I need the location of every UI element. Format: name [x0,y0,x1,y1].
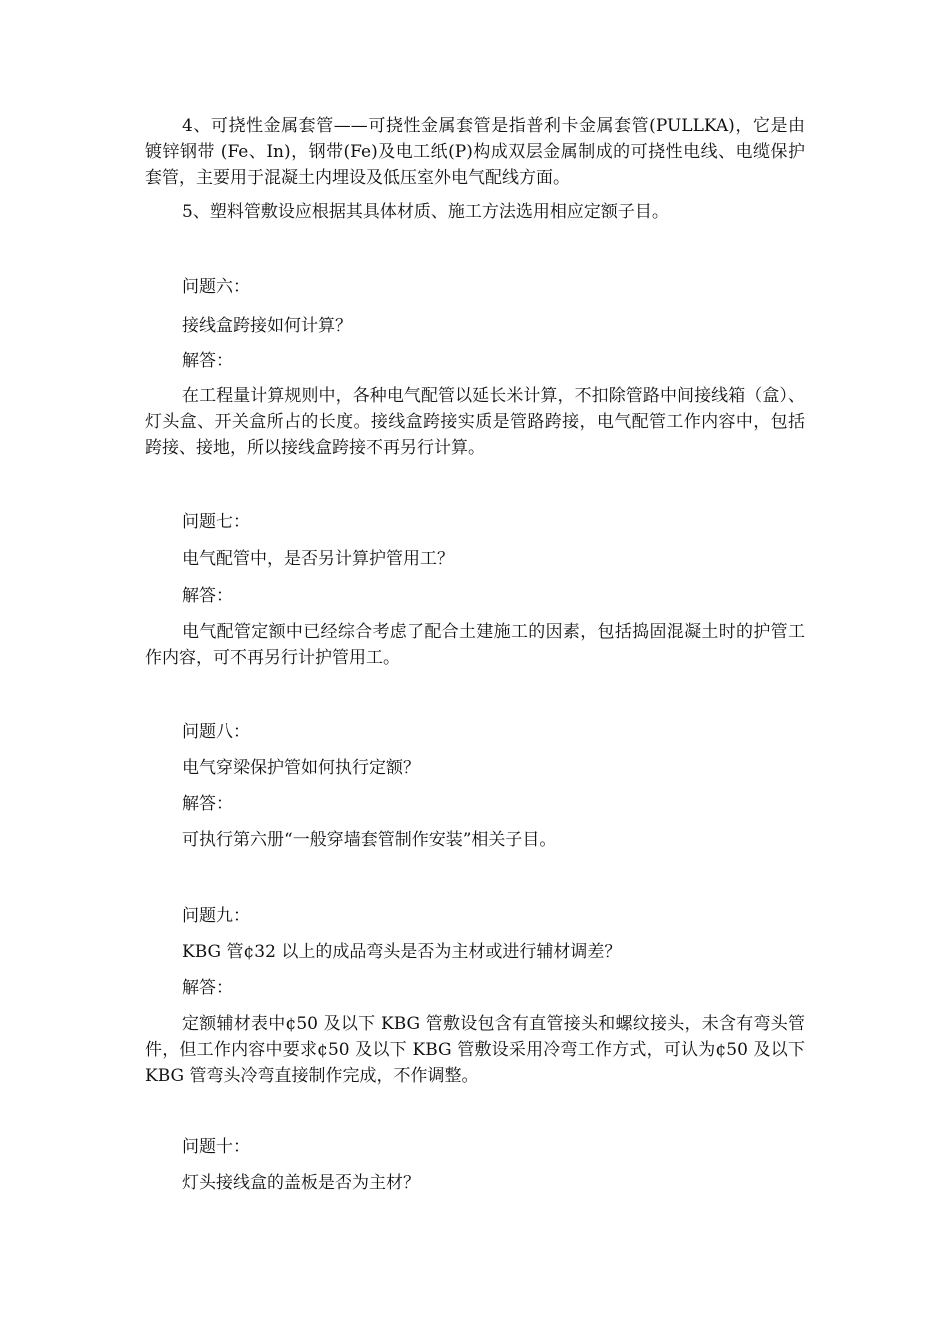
answer-label [145,791,805,817]
question-heading [145,274,805,300]
question-heading [145,509,805,535]
answer-label-text: 解答： [182,586,233,606]
question-text [145,755,805,781]
heading-text: 问题九： [182,906,250,926]
answer-label-text: 解答： [182,978,233,998]
answer-paragraph [145,827,805,853]
paragraph-text: 在工程量计算规则中，各种电气配管以延长米计算，不扣除管路中间接线箱（盒）、灯头盒、开关盒所占的长度。接线盒跨接实质是管路跨接，电气配管工作内容中，包括跨接、接地，所以接线盒跨接不再另行计算。 [145,386,805,458]
paragraph-plastic-pipe [145,199,805,225]
paragraph-text: 5、塑料管敷设应根据其具体材质、施工方法选用相应定额子目。 [182,202,669,222]
answer-label [145,583,805,609]
question-text [145,313,805,339]
answer-label [145,348,805,374]
question-line: 电气穿梁保护管如何执行定额？ [182,758,420,778]
question-text [145,1170,805,1196]
paragraph-text: 定额辅材表中¢50 及以下 KBG 管敷设包含有直管接头和螺纹接头，未含有弯头管件，但工作内容中要求¢50 及以下 KBG 管敷设采用冷弯工作方式，可认为¢50 及以下 KBG 管弯头冷弯直接制作完成，不作调整。 [145,1014,805,1086]
answer-label [145,975,805,1001]
question-line: 电气配管中，是否另计算护管用工？ [182,549,454,569]
paragraph-text: 电气配管定额中已经综合考虑了配合土建施工的因素，包括捣固混凝土时的护管工作内容，可不再另行计护管用工。 [145,622,805,668]
question-heading [145,719,805,745]
answer-label-text: 解答： [182,794,233,814]
question-text [145,939,805,965]
answer-label-text: 解答： [182,351,233,371]
heading-text: 问题七： [182,512,250,532]
question-line: 灯头接线盒的盖板是否为主材？ [182,1173,420,1193]
heading-text: 问题十： [182,1137,250,1157]
question-text [145,546,805,572]
heading-text: 问题六： [182,277,250,297]
answer-paragraph [145,1011,805,1089]
heading-text: 问题八： [182,722,250,742]
question-heading [145,903,805,929]
paragraph-text: 4、可挠性金属套管——可挠性金属套管是指普利卡金属套管(PULLKA)，它是由镀锌钢带 (Fe、In)，钢带(Fe)及电工纸(P)构成双层金属制成的可挠性电线、电缆保护套管，主要用于混凝土内埋设及低压室外电气配线方面。 [145,116,805,188]
paragraph-text: 可执行第六册“一般穿墙套管制作安装”相关子目。 [182,830,557,850]
answer-paragraph [145,619,805,671]
question-heading [145,1134,805,1160]
answer-paragraph [145,383,805,461]
question-line: KBG 管¢32 以上的成品弯头是否为主材或进行辅材调差？ [182,942,622,962]
paragraph-flexible-metal-conduit [145,113,805,191]
question-line: 接线盒跨接如何计算？ [182,316,352,336]
